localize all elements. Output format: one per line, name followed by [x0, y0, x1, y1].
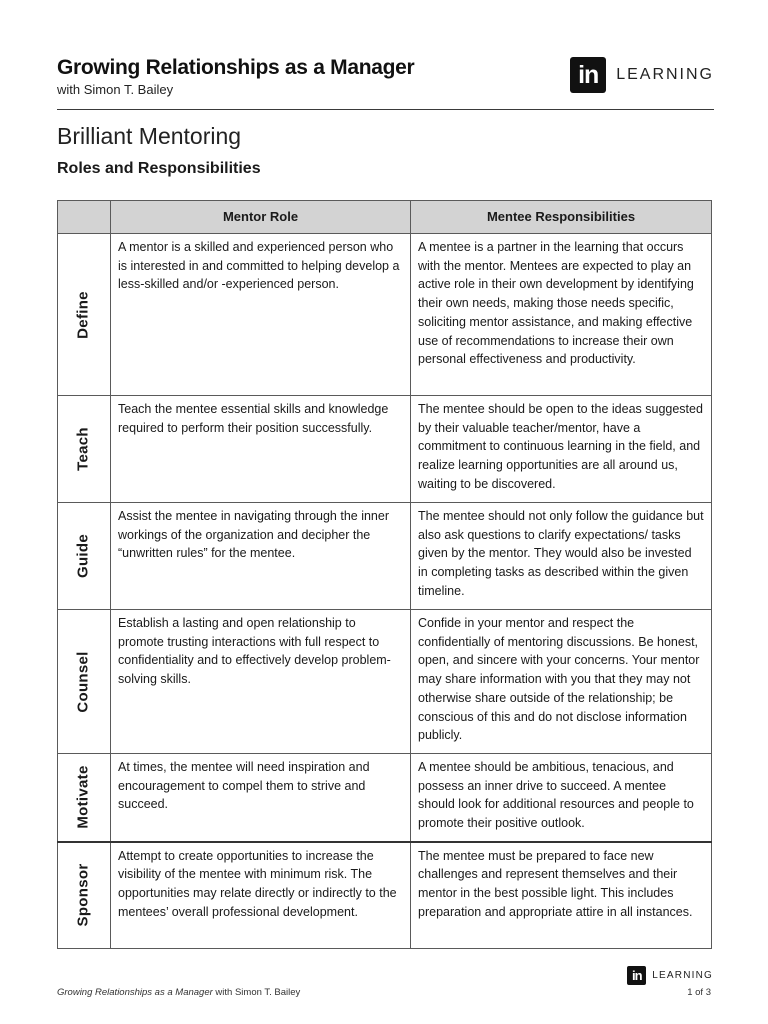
role-label: Motivate [74, 765, 92, 829]
mentee-responsibility-cell: The mentee must be prepared to face new challenges and represent themselves and their mentor in the best possible light. This includes preparation and appropriate attire in all instances. [411, 842, 712, 949]
table-header-row [58, 201, 712, 234]
role-cell [58, 234, 111, 396]
role-cell [58, 754, 111, 842]
table-row [58, 234, 712, 396]
linkedin-icon: in [570, 57, 606, 93]
table-row [58, 754, 712, 842]
mentor-role-cell: At times, the mentee will need inspiration and encouragement to compel them to strive and succeed. [111, 754, 411, 842]
role-label: Define [74, 290, 92, 339]
footer-logo-text: LEARNING [652, 970, 713, 981]
table-row [58, 396, 712, 503]
mentor-role-cell: A mentor is a skilled and experienced person who is interested in and committed to helping develop a less-skilled and/or -experienced person. [111, 234, 411, 396]
linkedin-icon: in [627, 966, 646, 985]
course-byline: with Simon T. Bailey [57, 82, 174, 97]
mentor-role-cell: Attempt to create opportunities to increase the visibility of the mentee with minimum risk. The opportunities may relate directly or indirectly to the mentees’ overall professional development. [111, 842, 411, 949]
footer-course-credit [57, 987, 300, 998]
role-label: Teach [74, 427, 92, 471]
footer-byline: with Simon T. Bailey [212, 987, 301, 998]
table-row [58, 610, 712, 754]
mentor-role-cell: Teach the mentee essential skills and knowledge required to perform their position successfully. [111, 396, 411, 503]
mentor-role-cell: Assist the mentee in navigating through the inner workings of the organization and decipher the “unwritten rules” for the mentee. [111, 503, 411, 610]
header-mentor-role: Mentor Role [111, 201, 411, 234]
footer-course-title: Growing Relationships as a Manager [57, 987, 213, 998]
mentee-responsibility-cell: A mentee should be ambitious, tenacious, and possess an inner drive to succeed. A mentee should look for additional resources and people to promote their positive outlook. [411, 754, 712, 842]
role-label: Counsel [74, 650, 92, 713]
table-row [58, 503, 712, 610]
role-cell [58, 842, 111, 949]
role-cell [58, 610, 111, 754]
role-label: Sponsor [74, 863, 92, 927]
role-label: Guide [74, 533, 92, 579]
table-row [58, 842, 712, 949]
role-cell [58, 396, 111, 503]
roles-table [57, 200, 712, 949]
mentor-role-cell: Establish a lasting and open relationship to promote trusting interactions with full respect to confidentiality and to effectively develop problem-solving skills. [111, 610, 411, 754]
footer-linkedin-learning-logo [627, 966, 713, 985]
mentee-responsibility-cell: A mentee is a partner in the learning that occurs with the mentor. Mentees are expected to play an active role in their own development by identifying their own needs, making those needs specific, soliciting mentor assistance, and making effective use of recommendations to increase their own personal effectiveness and productivity. [411, 234, 712, 396]
page-number: 1 of 3 [687, 987, 711, 998]
document-header [57, 54, 714, 110]
logo-text: LEARNING [616, 66, 714, 83]
role-cell [58, 503, 111, 610]
header-mentee-responsibilities: Mentee Responsibilities [411, 201, 712, 234]
mentee-responsibility-cell: The mentee should not only follow the guidance but also ask questions to clarify expectations/ tasks given by the mentor. They would also be invested in completing tasks as described within the given timeline. [411, 503, 712, 610]
mentee-responsibility-cell: Confide in your mentor and respect the confidentially of mentoring discussions. Be honest, open, and sincere with your concerns. Your mentor may share information with you that they may not otherwise share outside of the relationship; be conscious of this and do not disclose information publicly. [411, 610, 712, 754]
mentee-responsibility-cell: The mentee should be open to the ideas suggested by their valuable teacher/mentor, have a commitment to continuous learning in the field, and realize learning opportunities are all around us, waiting to be discovered. [411, 396, 712, 503]
linkedin-learning-logo [570, 57, 714, 93]
course-title: Growing Relationships as a Manager [57, 56, 415, 79]
header-cell-empty [58, 201, 111, 234]
sub-title: Roles and Responsibilities [57, 160, 261, 177]
section-title: Brilliant Mentoring [57, 123, 242, 149]
